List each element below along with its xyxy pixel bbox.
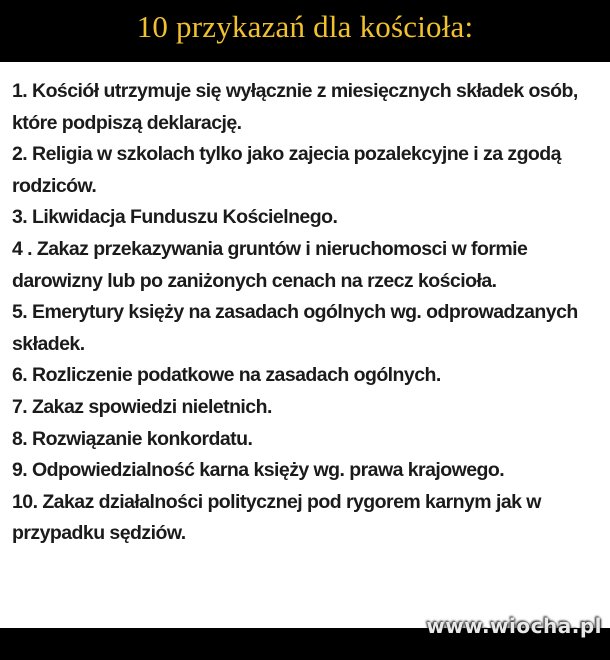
list-item: 9. Odpowiedzialność karna księży wg. prawa krajowego. xyxy=(12,459,505,482)
list-item: 7. Zakaz spowiedzi nieletnich. xyxy=(12,395,272,418)
list-item: 5. Emerytury księży na zasadach ogólnych wg. odprowadzanych składek. xyxy=(12,301,578,355)
list-item: 10. Zakaz działalności politycznej pod rygorem karnym jak w przypadku sędziów. xyxy=(12,490,541,545)
page-title: 10 przykazań dla kościoła: xyxy=(136,9,474,44)
list-item: 1. Kościół utrzymuje się wyłącznie z miesięcznych składek osób, które podpiszą deklarację. xyxy=(12,80,578,134)
list-item: 2. Religia w szkolach tylko jako zajecia pozalekcyjne i za zgodą rodziców. xyxy=(12,143,561,197)
header-bar xyxy=(0,0,610,54)
list-item: 4 . Zakaz przekazywania gruntów i nieruchomosci w formie darowizny lub po zaniżonych cenach na rzecz kościoła. xyxy=(12,237,528,292)
list-item: 3. Likwidacja Funduszu Kościelnego. xyxy=(12,206,338,229)
content-card xyxy=(0,62,610,628)
watermark: www.wiocha.pl xyxy=(426,614,602,638)
list-item: 6. Rozliczenie podatkowe na zasadach ogólnych. xyxy=(12,364,441,387)
list-item: 8. Rozwiązanie konkordatu. xyxy=(12,427,253,450)
commandments-list xyxy=(0,62,610,550)
